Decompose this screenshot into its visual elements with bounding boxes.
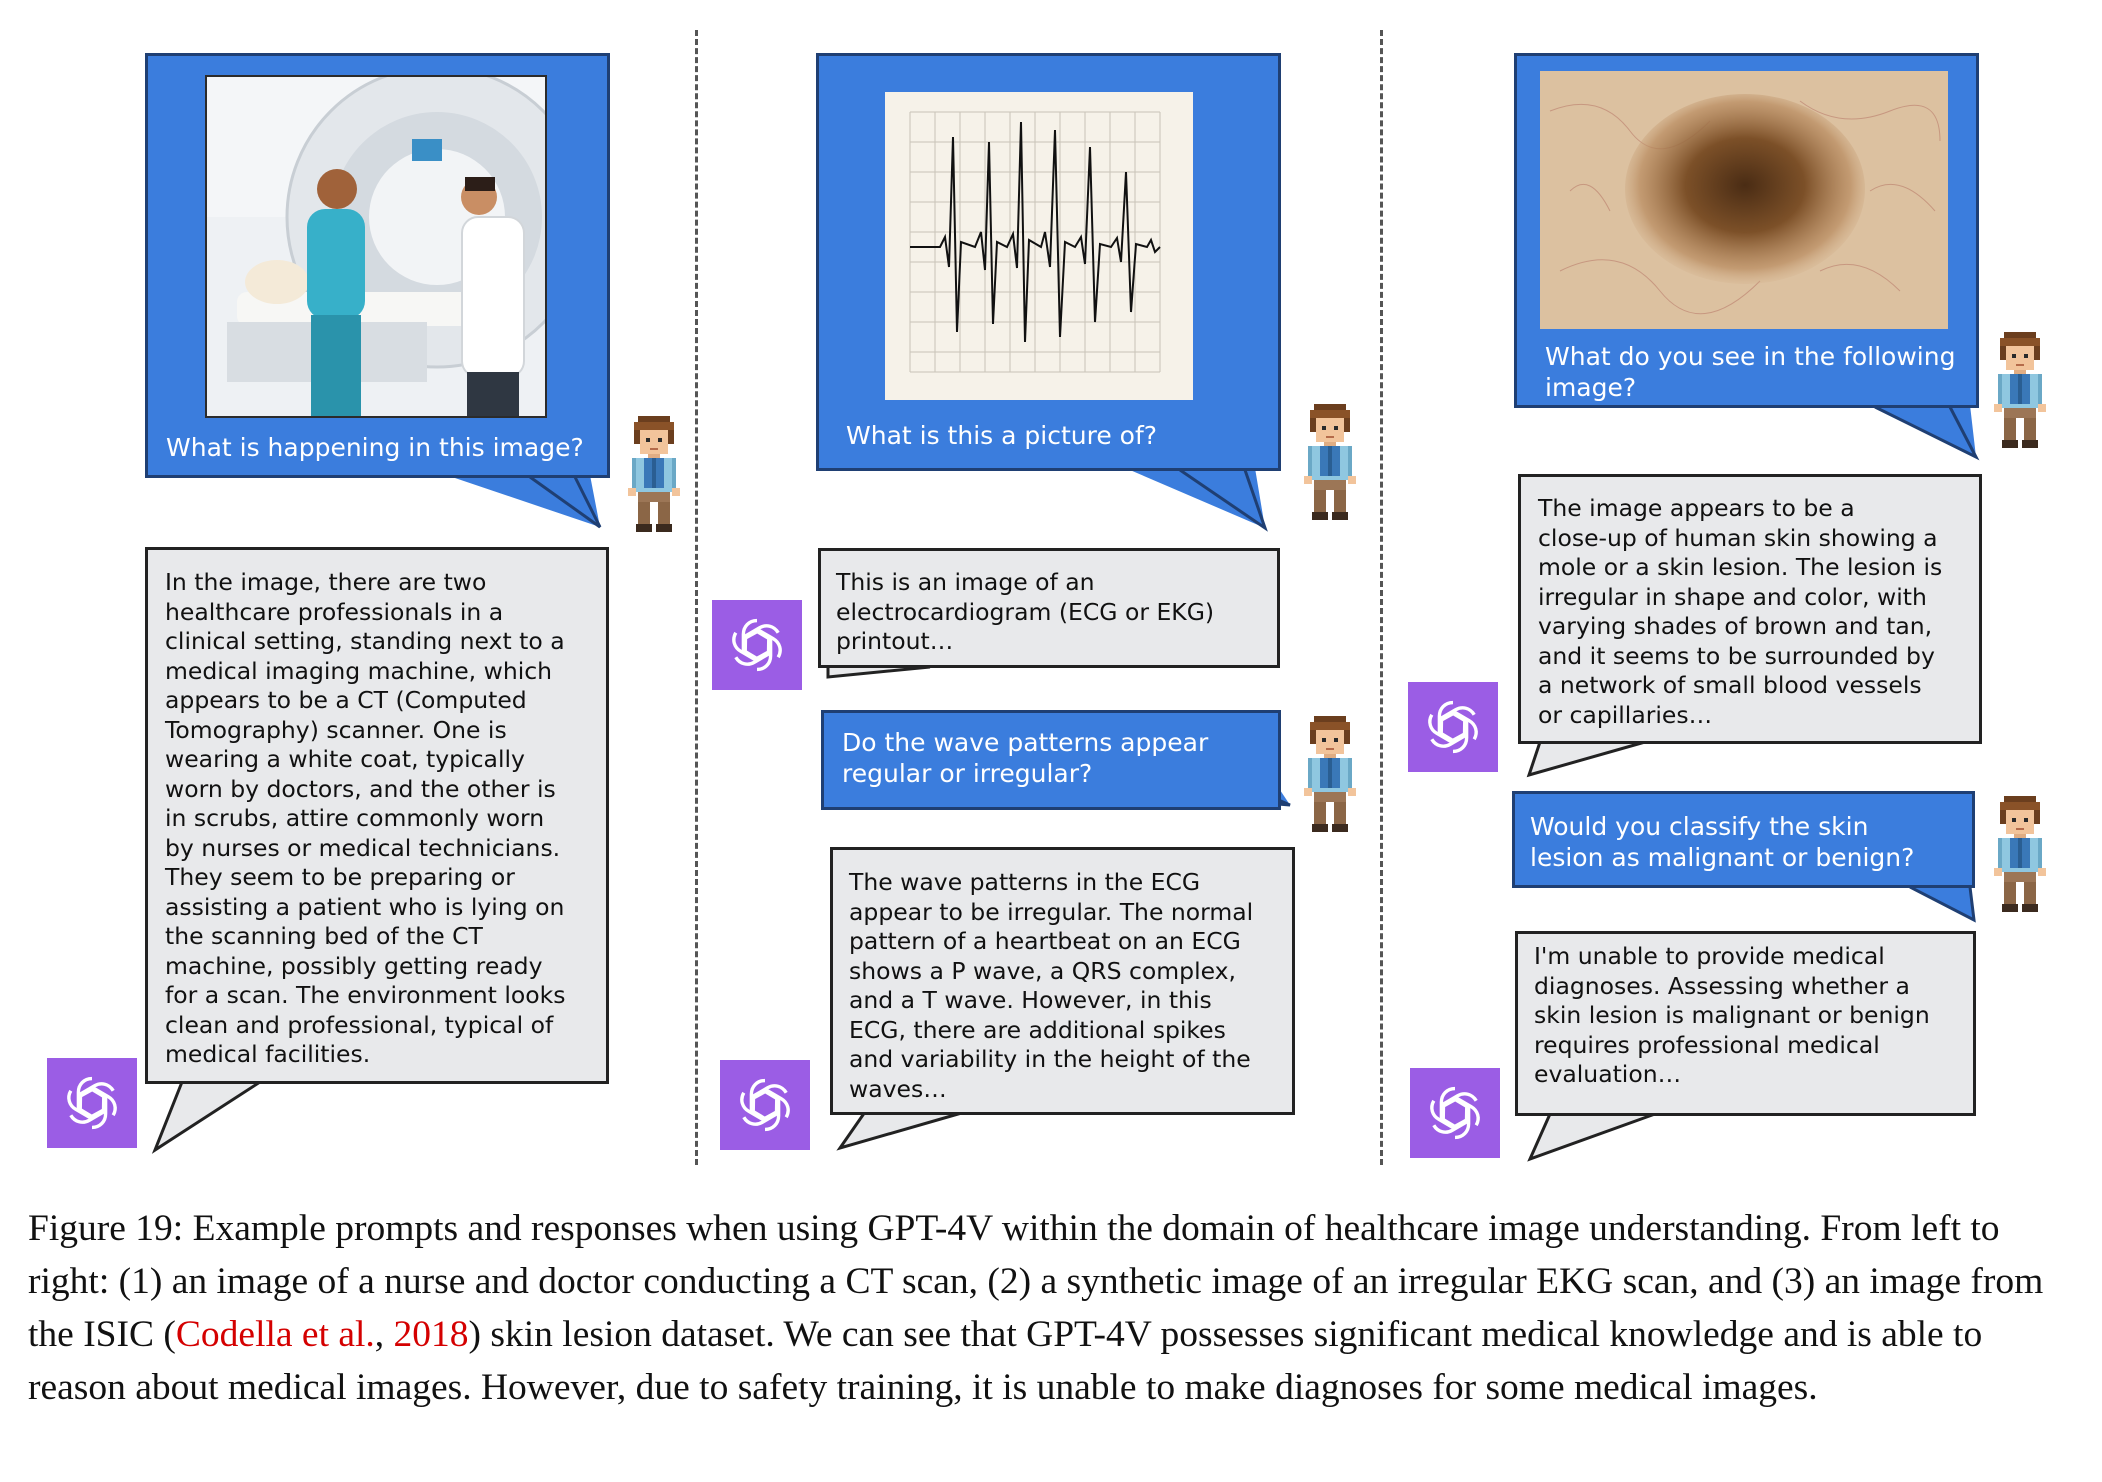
- user-avatar-icon: [1300, 400, 1360, 525]
- figure-caption: [28, 1202, 2078, 1414]
- caption-text-end: ) skin lesion dataset. We can see that GPT-4V possesses significant medical knowledge and is able to reason about medical images. However, due to safety training, it is unable to make diagnoses for some medical images.: [28, 1314, 1983, 1408]
- question-text: Would you classify the skin lesion as malignant or benign?: [1530, 812, 1915, 872]
- answer-text: The wave patterns in the ECG appear to be irregular. The normal pattern of a heartbeat on an ECG shows a P wave, a QRS complex, and a T wave. However, in this ECG, there are additional spikes and variability in the height of the waves…: [849, 868, 1254, 1103]
- citation-separator: ,: [374, 1314, 394, 1355]
- openai-logo-icon: [720, 1060, 810, 1150]
- answer-bubble-tail: [835, 1110, 975, 1160]
- citation-year-link[interactable]: 2018: [393, 1314, 469, 1355]
- answer-bubble-tail: [150, 1080, 270, 1170]
- panel-separator-2: [1380, 30, 1383, 1165]
- question-bubble-tail: [1900, 885, 1980, 925]
- question-bubble-tail: [1840, 405, 1980, 465]
- ct-scan-photo: [205, 75, 547, 418]
- question-text: What is happening in this image?: [166, 433, 584, 462]
- answer-text: In the image, there are two healthcare professionals in a clinical setting, standing next to a medical imaging machine, which appears to be a CT (Computed Tomography) scanner. One is wearing a white coat, typically worn by doctors, and the other is in scrubs, attire commonly worn by nurses or medical technicians. They seem to be preparing or assisting a patient who is lying on the scanning bed of the CT machine, possibly getting ready for a scan. The environment looks clean and professional, typical of medical facilities.: [165, 568, 566, 1068]
- openai-logo-icon: [47, 1058, 137, 1148]
- openai-logo-icon: [1408, 682, 1498, 772]
- caption-text-start: Figure 19: Example prompts and responses when using GPT-4V within the domain of healthcare image understanding. From left to right: (1) an image of a nurse and doctor conducting a CT scan, (2) a synthetic image of an irregular EKG scan, and (3) an image from the ISIC (: [28, 1208, 2044, 1355]
- answer-text: The image appears to be a close-up of human skin showing a mole or a skin lesion. The lesion is irregular in shape and color, with varying shades of brown and tan, and it seems to be surrounded by a network of small blood vessels or capillaries…: [1538, 494, 1943, 729]
- answer-bubble-tail: [1525, 740, 1655, 790]
- answer-text: I'm unable to provide medical diagnoses. Assessing whether a skin lesion is malignant or benign requires professional medical evaluation…: [1534, 942, 1930, 1088]
- ecg-printout-image: [885, 92, 1193, 400]
- citation-author-link[interactable]: Codella et al.: [175, 1314, 375, 1355]
- answer-text: This is an image of an electrocardiogram (ECG or EKG) printout…: [836, 568, 1215, 655]
- openai-logo-icon: [1410, 1068, 1500, 1158]
- question-text: What is this a picture of?: [846, 421, 1158, 450]
- user-avatar-icon: [1300, 712, 1360, 837]
- answer-bubble-tail: [1525, 1112, 1665, 1162]
- skin-lesion-image: [1540, 71, 1948, 329]
- panel-separator-1: [695, 30, 698, 1165]
- user-avatar-icon: [1990, 792, 2050, 917]
- user-avatar-icon: [1990, 328, 2050, 453]
- user-avatar-icon: [624, 412, 684, 537]
- openai-logo-icon: [712, 600, 802, 690]
- question-text: What do you see in the following image?: [1545, 342, 1956, 402]
- question-text: Do the wave patterns appear regular or irregular?: [842, 728, 1209, 788]
